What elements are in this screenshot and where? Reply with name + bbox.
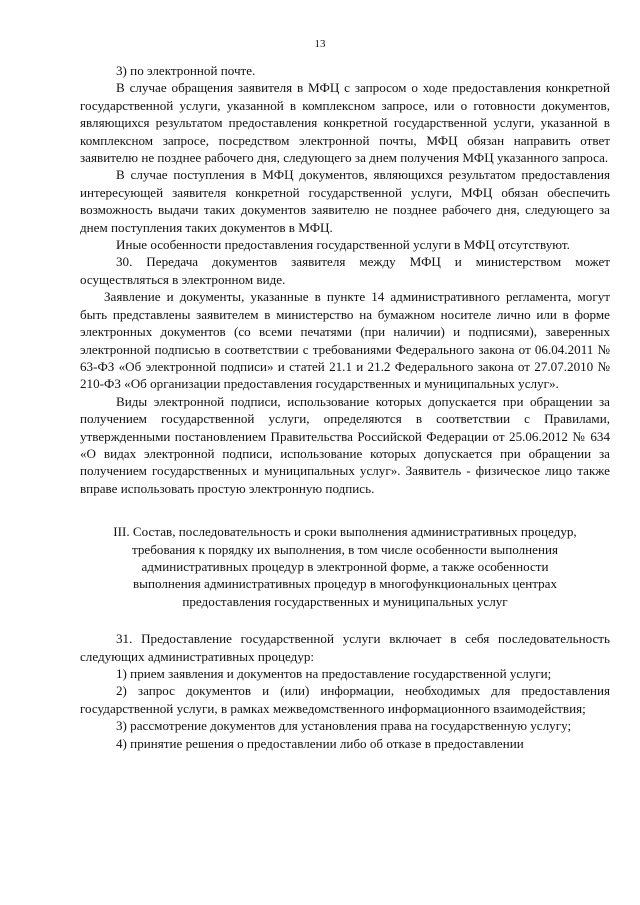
paragraph-status-request: В случае обращения заявителя в МФЦ с запросом о ходе предоставления конкретной государственной услуги, указанной в комплексном запросе, или о готовности документов, являющихся результатом предоставления конкретной государственной услуги, указанной в комплексном запросе, посредством электронной почты, МФЦ обязан направить ответ заявителю не позднее рабочего дня, следующего за днем получения МФЦ указанного запроса. [80,80,610,166]
paragraph-30: 30. Передача документов заявителя между МФЦ и министерством может осуществляться в электронном виде. [80,254,610,287]
paragraph-other-features: Иные особенности предоставления государственной услуги в МФЦ отсутствуют. [116,237,570,253]
section-heading-line: III. Состав, последовательность и сроки выполнения административных процедур, [113,524,577,540]
paragraph-document-receipt: В случае поступления в МФЦ документов, являющихся результатом предоставления интересующей заявителя конкретной государственной услуги, МФЦ обязан обеспечить возможность выдачи таких документов заявителю не позднее рабочего дня, следующего за днем поступления таких документов в МФЦ. [80,167,610,235]
list-item-1: 1) прием заявления и документов на предоставление государственной услуги; [116,666,552,681]
section-heading-line: административных процедур в электронной форме, а также особенности [141,558,549,574]
paragraph-electronic-signature: Виды электронной подписи, использование которых допускается при обращении за получением государственной услуги, определяются в соответствии с Правилами, утвержденными постановлением Правительства Российской Федерации от 25.06.2012 № 634 «О видах электронной подписи, использование которых допускается при обращении за получением государственных и муниципальных услуг». Заявитель - физическое лицо также вправе использовать простую электронную подпись. [80,393,610,496]
list-item-3: 3) рассмотрение документов для установления права на государственную услугу; [116,718,572,734]
paragraph-delivery-method: 3) по электронной почте. [116,63,256,78]
paragraph-31: 31. Предоставление государственной услуги включает в себя последовательность следующих административных процедур: [80,631,610,664]
section-heading-iii [80,523,610,610]
document-body [80,62,610,752]
page-number: 13 [314,38,326,50]
list-item-2: 2) запрос документов и (или) информации, необходимых для предоставления государственной услуги, в рамках межведомственного информационного взаимодействия; [80,683,610,716]
list-item-4: 4) принятие решения о предоставлении либо об отказе в предоставлении [116,735,524,751]
section-heading-line: требования к порядку их выполнения, в том числе особенности выполнения [132,541,558,557]
section-heading-line: предоставления государственных и муниципальных услуг [182,593,508,609]
section-heading-line: выполнения административных процедур в многофункциональных центрах [132,576,558,592]
paragraph-application-documents: Заявление и документы, указанные в пункте 14 административного регламента, могут быть представлены заявителем в министерство на бумажном носителе лично или в форме электронных документов (со всеми печатями (при наличии) и подписями), заверенных электронной подписью в соответствии с требованиями Федерального закона от 06.04.2011 № 63-ФЗ «Об электронной подписи» и статей 21.1 и 21.2 Федерального закона от 27.07.2010 № 210-ФЗ «Об организации предоставления государственных и муниципальных услуг». [80,289,610,392]
